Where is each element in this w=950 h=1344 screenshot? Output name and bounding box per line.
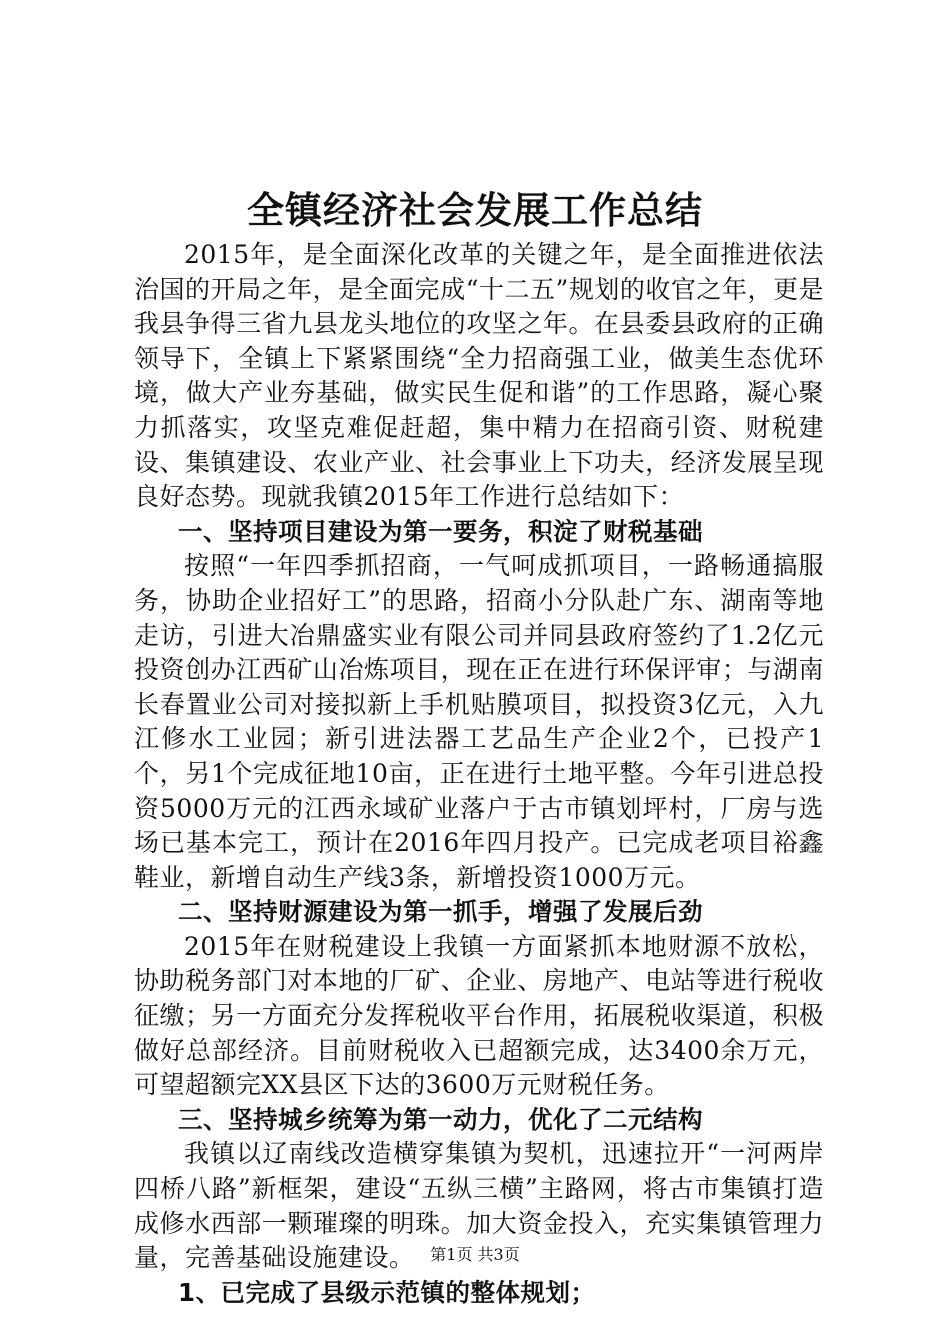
subsection-heading-1: 1、已完成了县级示范镇的整体规划；	[178, 1277, 596, 1307]
section-3-paragraph: 我镇以辽南线改造横穿集镇为契机，迅速拉开“一河两岸四桥八路”新框架，建设“五纵三横”主路网，将古市集镇打造成修水西部一颗璀璨的明珠。加大资金投入，充实集镇管理力量，完善基础设施建设。	[134, 1139, 824, 1273]
intro-paragraph: 2015年，是全面深化改革的关键之年，是全面推进依法治国的开局之年，是全面完成“十二五”规划的收官之年，更是我县争得三省九县龙头地位的攻坚之年。在县委县政府的正确领导下，全镇上下紧紧围绕“全力招商强工业，做美生态优环境，做大产业夯基础，做实民生促和谐”的工作思路，凝心聚力抓落实，攻坚克难促赶超，集中精力在招商引资、财税建设、集镇建设、农业产业、社会事业上下功夫，经济发展呈现良好态势。现就我镇2015年工作进行总结如下：	[134, 240, 824, 512]
document-title: 全镇经济社会发展工作总结	[247, 188, 703, 232]
section-heading-2: 二、坚持财源建设为第一抓手，增强了发展后劲	[178, 897, 703, 927]
section-2-paragraph: 2015年在财税建设上我镇一方面紧抓本地财源不放松，协助税务部门对本地的厂矿、企业、房地产、电站等进行税收征缴；另一方面充分发挥税收平台作用，拓展税收渠道，积极做好总部经济。目前财税收入已超额完成，达3400余万元，可望超额完XX县区下达的3600万元财税任务。	[134, 931, 824, 1100]
document-body	[134, 238, 824, 1310]
section-heading-3: 三、坚持城乡统筹为第一动力，优化了二元结构	[178, 1104, 703, 1134]
section-1-paragraph: 按照“一年四季抓招商，一气呵成抓项目，一路畅通搞服务，协助企业招好工”的思路，招商小分队赴广东、湖南等地走访，引进大冶鼎盛实业有限公司并同县政府签约了1.2亿元投资创办江西矿山冶炼项目，现在正在进行环保评审；与湖南长春置业公司对接拟新上手机贴膜项目，拟投资3亿元，入九江修水工业园；新引进法器工艺品生产企业2个，已投产1个，另1个完成征地10亩，正在进行土地平整。今年引进总投资5000万元的江西永域矿业落户于古市镇划坪村，厂房与选场已基本完工，预计在2016年四月投产。已完成老项目裕鑫鞋业，新增自动生产线3条，新增投资1000万元。	[134, 551, 824, 892]
page-number-footer: 第1页 共3页	[430, 1245, 520, 1264]
section-heading-1: 一、坚持项目建设为第一要务，积淀了财税基础	[178, 516, 703, 546]
